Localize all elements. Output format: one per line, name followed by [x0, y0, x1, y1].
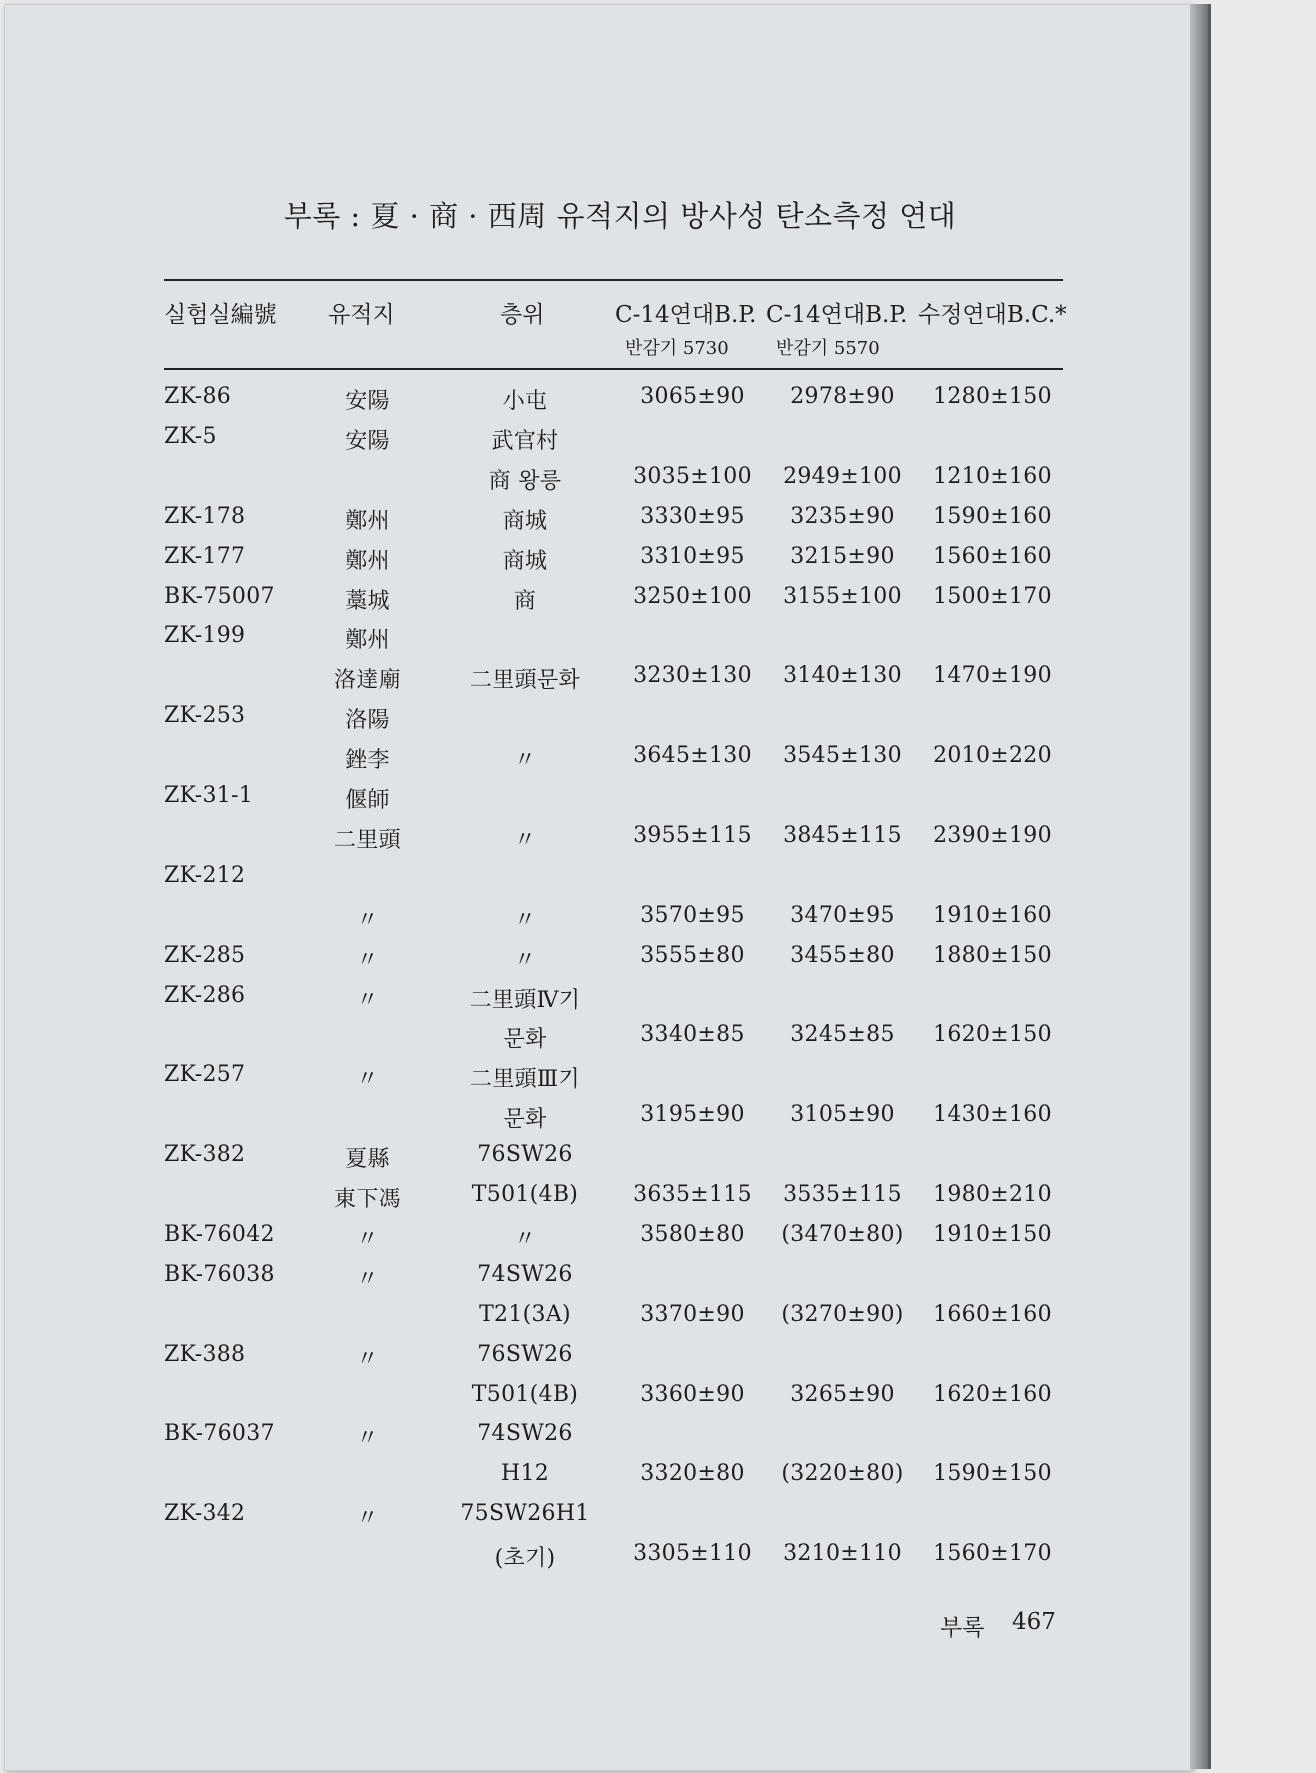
cell-layer: 76SW26: [477, 1342, 573, 1367]
cell-lab-no: ZK-31-1: [164, 783, 254, 808]
cell-layer: 二里頭Ⅲ기: [470, 1067, 580, 1092]
cell-corrected-bc: 2010±220: [933, 743, 1052, 768]
cell-site: 夏縣: [345, 1147, 390, 1172]
cell-layer: 문화: [503, 1107, 547, 1132]
cell-c14-5730: 3645±130: [633, 743, 752, 768]
cell-site: 〃: [356, 1067, 379, 1092]
cell-c14-5570: 2949±100: [783, 464, 902, 489]
cell-site: 二里頭: [334, 828, 401, 853]
cell-c14-5730: 3250±100: [633, 584, 752, 609]
cell-c14-5730: 3635±115: [633, 1182, 752, 1207]
cell-site: 藁城: [345, 589, 390, 614]
cell-lab-no: BK-76042: [164, 1222, 275, 1247]
cell-c14-5730: 3360±90: [640, 1382, 745, 1407]
footer-section: 부록: [940, 1615, 985, 1641]
cell-site: 〃: [356, 1506, 379, 1531]
cell-c14-5730: 3195±90: [640, 1102, 745, 1127]
cell-site: 〃: [356, 1267, 379, 1292]
cell-layer: T21(3A): [479, 1302, 571, 1327]
cell-lab-no: ZK-388: [164, 1342, 246, 1367]
cell-site: 〃: [356, 948, 379, 973]
cell-site: 安陽: [345, 429, 390, 454]
cell-layer: 武官村: [491, 429, 559, 454]
header-layer: 층위: [500, 302, 545, 328]
cell-c14-5730: 3340±85: [640, 1022, 745, 1047]
cell-corrected-bc: 1210±160: [933, 464, 1052, 489]
cell-layer: 〃: [513, 908, 537, 933]
page-number: 467: [1012, 1609, 1056, 1635]
cell-c14-5570: 3845±115: [783, 823, 902, 848]
cell-c14-5570: (3270±90): [781, 1302, 904, 1327]
cell-corrected-bc: 2390±190: [933, 823, 1052, 848]
cell-corrected-bc: 1430±160: [933, 1102, 1052, 1127]
cell-c14-5730: 3570±95: [640, 903, 745, 928]
cell-c14-5570: 3265±90: [790, 1382, 895, 1407]
cell-layer: 〃: [513, 748, 537, 773]
page-title: 부록 : 夏 · 商 · 西周 유적지의 방사성 탄소측정 연대: [283, 199, 957, 233]
cell-lab-no: ZK-342: [164, 1501, 246, 1526]
cell-corrected-bc: 1910±150: [933, 1222, 1052, 1247]
cell-c14-5730: 3305±110: [633, 1541, 752, 1566]
header-corrected-bc: 수정연대B.C.*: [918, 302, 1067, 328]
cell-c14-5570: 3535±115: [783, 1182, 902, 1207]
page-edge-shadow: [1190, 4, 1208, 1769]
cell-lab-no: ZK-199: [164, 623, 246, 648]
cell-site: 〃: [356, 1426, 379, 1451]
cell-lab-no: ZK-86: [164, 384, 232, 409]
cell-layer: 商 왕릉: [488, 469, 562, 494]
cell-corrected-bc: 1590±160: [933, 504, 1052, 529]
cell-lab-no: ZK-382: [164, 1142, 246, 1167]
cell-layer: 76SW26: [477, 1142, 573, 1167]
cell-layer: 75SW26H1: [460, 1501, 590, 1526]
cell-c14-5730: 3330±95: [640, 504, 745, 529]
cell-c14-5730: 3320±80: [640, 1461, 745, 1486]
header-c14-5570: C-14연대B.P.: [766, 302, 908, 328]
cell-c14-5570: 3155±100: [783, 584, 902, 609]
cell-corrected-bc: 1620±160: [933, 1382, 1052, 1407]
cell-site: 〃: [356, 1227, 379, 1252]
cell-lab-no: ZK-177: [164, 544, 246, 569]
cell-corrected-bc: 1660±160: [933, 1302, 1052, 1327]
cell-c14-5730: 3370±90: [640, 1302, 745, 1327]
cell-corrected-bc: 1560±160: [933, 544, 1052, 569]
cell-layer: T501(4B): [471, 1382, 579, 1407]
cell-corrected-bc: 1560±170: [933, 1541, 1052, 1566]
header-lab-no: 실험실編號: [164, 302, 277, 328]
cell-c14-5730: 3065±90: [640, 384, 745, 409]
cell-c14-5730: 3580±80: [640, 1222, 745, 1247]
cell-layer: 商城: [502, 509, 548, 534]
cell-corrected-bc: 1280±150: [933, 384, 1052, 409]
cell-c14-5570: 3245±85: [790, 1022, 895, 1047]
cell-site: 〃: [356, 908, 379, 933]
cell-layer: 二里頭문화: [469, 668, 580, 693]
cell-layer: 74SW26: [477, 1262, 573, 1287]
cell-c14-5730: 3035±100: [633, 464, 752, 489]
cell-c14-5570: 3545±130: [783, 743, 902, 768]
cell-layer: 〃: [513, 828, 537, 853]
cell-corrected-bc: 1470±190: [933, 663, 1052, 688]
cell-c14-5570: 3210±110: [783, 1541, 902, 1566]
cell-layer: 商城: [502, 549, 548, 574]
cell-corrected-bc: 1980±210: [933, 1182, 1052, 1207]
cell-site: 〃: [356, 1347, 379, 1372]
cell-c14-5730: 3310±95: [640, 544, 745, 569]
cell-c14-5570: 3470±95: [790, 903, 895, 928]
cell-c14-5570: 3235±90: [790, 504, 895, 529]
cell-lab-no: BK-76038: [164, 1262, 275, 1287]
cell-site: 洛達廟: [334, 668, 401, 693]
cell-layer: 二里頭Ⅳ기: [469, 988, 581, 1013]
header-c14-5730-sub: 반감기 5730: [625, 338, 729, 359]
cell-corrected-bc: 1620±150: [933, 1022, 1052, 1047]
cell-corrected-bc: 1590±150: [933, 1461, 1052, 1486]
cell-c14-5570: (3470±80): [781, 1222, 904, 1247]
page-edge-line: [1208, 4, 1211, 1769]
cell-layer: 小屯: [502, 389, 548, 414]
cell-site: 安陽: [345, 389, 390, 414]
cell-c14-5730: 3955±115: [633, 823, 752, 848]
cell-layer: T501(4B): [471, 1182, 579, 1207]
cell-lab-no: ZK-285: [164, 943, 246, 968]
cell-site: 〃: [356, 988, 379, 1013]
cell-layer: (초기): [494, 1546, 556, 1571]
cell-site: 鄭州: [345, 549, 390, 574]
cell-c14-5570: 3140±130: [783, 663, 902, 688]
cell-c14-5570: 3215±90: [790, 544, 895, 569]
header-site: 유적지: [328, 302, 395, 328]
cell-lab-no: ZK-257: [164, 1062, 246, 1087]
header-c14-5730: C-14연대B.P.: [615, 302, 757, 328]
cell-corrected-bc: 1500±170: [933, 584, 1052, 609]
cell-site: 鄭州: [345, 628, 390, 653]
cell-layer: 74SW26: [477, 1421, 573, 1446]
cell-corrected-bc: 1880±150: [933, 943, 1052, 968]
cell-layer: 〃: [513, 1227, 537, 1252]
cell-site: 銼李: [345, 748, 390, 773]
cell-c14-5730: 3555±80: [640, 943, 745, 968]
cell-c14-5730: 3230±130: [633, 663, 752, 688]
cell-layer: 〃: [513, 948, 537, 973]
cell-site: 東下馮: [334, 1187, 401, 1212]
cell-lab-no: BK-76037: [164, 1421, 275, 1446]
header-c14-5570-sub: 반감기 5570: [776, 338, 880, 359]
cell-site: 洛陽: [345, 708, 390, 733]
cell-c14-5570: 3105±90: [790, 1102, 895, 1127]
cell-corrected-bc: 1910±160: [933, 903, 1052, 928]
cell-lab-no: ZK-178: [164, 504, 246, 529]
cell-c14-5570: 3455±80: [790, 943, 895, 968]
cell-layer: 商: [513, 589, 537, 614]
cell-layer: H12: [500, 1461, 550, 1486]
table-header-rule: [164, 368, 1063, 370]
cell-lab-no: ZK-253: [164, 703, 246, 728]
cell-layer: 문화: [503, 1027, 547, 1052]
cell-c14-5570: 2978±90: [790, 384, 895, 409]
cell-lab-no: ZK-212: [164, 863, 246, 888]
cell-site: 鄭州: [345, 509, 390, 534]
cell-site: 偃師: [345, 788, 390, 813]
cell-lab-no: ZK-286: [164, 983, 246, 1008]
cell-lab-no: BK-75007: [164, 584, 275, 609]
table-top-rule: [164, 279, 1063, 281]
cell-lab-no: ZK-5: [164, 424, 217, 449]
cell-c14-5570: (3220±80): [781, 1461, 904, 1486]
